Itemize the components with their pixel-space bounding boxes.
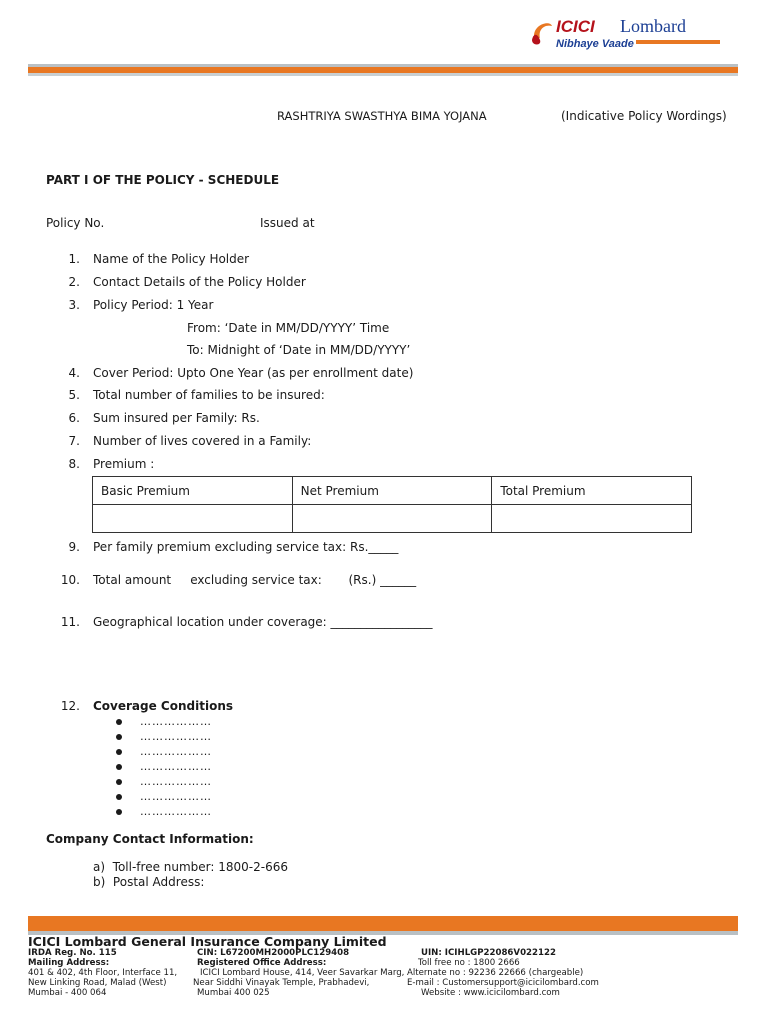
footer-uin: UIN: ICIHLGP22086V022122 xyxy=(421,948,556,958)
table-cell xyxy=(292,505,492,533)
table-cell xyxy=(492,505,692,533)
item-number: 12. xyxy=(60,699,80,713)
footer-mailing-line: New Linking Road, Malad (West) xyxy=(28,978,167,988)
bullet-icon xyxy=(116,719,122,725)
footer-website: Website : www.icicilombard.com xyxy=(421,988,560,998)
item-number: 6. xyxy=(68,411,80,425)
item-total-families: Total number of families to be insured: xyxy=(93,388,325,402)
item-number: 2. xyxy=(68,275,80,289)
coverage-condition-placeholder: ……………… xyxy=(140,715,212,728)
table-row xyxy=(93,477,692,505)
footer-alternate-no: Alternate no : 92236 22666 (chargeable) xyxy=(407,968,584,978)
coverage-condition-placeholder: ……………… xyxy=(140,775,212,788)
footer-registered-line: ICICI Lombard House, 414, Veer Savarkar Marg, xyxy=(200,968,405,978)
period-to: To: Midnight of ‘Date in MM/DD/YYYY’ xyxy=(187,343,411,357)
header-band xyxy=(28,64,738,76)
footer-mailing-line: Mumbai - 400 064 xyxy=(28,988,107,998)
part-heading: PART I OF THE POLICY - SCHEDULE xyxy=(46,173,280,187)
item-geographical-location: Geographical location under coverage: _________________ xyxy=(93,615,433,629)
item-lives-covered: Number of lives covered in a Family: xyxy=(93,434,312,448)
table-header-cell: Basic Premium xyxy=(93,477,293,505)
policy-no-label: Policy No. xyxy=(46,216,105,230)
footer-irda-reg: IRDA Reg. No. 115 xyxy=(28,948,117,958)
footer-email: E-mail : Customersupport@icicilombard.com xyxy=(407,978,599,988)
coverage-condition-placeholder: ……………… xyxy=(140,790,212,803)
item-number: 11. xyxy=(60,615,80,629)
table-header-cell: Total Premium xyxy=(492,477,692,505)
contact-toll-free: a) Toll-free number: 1800-2-666 xyxy=(93,860,288,874)
item-contact-details: Contact Details of the Policy Holder xyxy=(93,275,306,289)
footer-registered-line: Mumbai 400 025 xyxy=(197,988,270,998)
document-subtitle: (Indicative Policy Wordings) xyxy=(561,109,727,123)
footer-mailing-line: 401 & 402, 4th Floor, Interface 11, xyxy=(28,968,178,978)
item-number: 4. xyxy=(68,366,80,380)
premium-table xyxy=(92,476,692,533)
item-number: 3. xyxy=(68,298,80,312)
item-number: 1. xyxy=(68,252,80,266)
bullet-icon xyxy=(116,779,122,785)
coverage-condition-placeholder: ……………… xyxy=(140,745,212,758)
item-policy-holder-name: Name of the Policy Holder xyxy=(93,252,250,266)
footer-mailing-label: Mailing Address: xyxy=(28,958,110,968)
footer-toll-free: Toll free no : 1800 2666 xyxy=(418,958,520,968)
table-cell xyxy=(93,505,293,533)
coverage-condition-placeholder: ……………… xyxy=(140,760,212,773)
item-per-family-premium: Per family premium excluding service tax: Rs._____ xyxy=(93,540,399,554)
svg-text:Lombard: Lombard xyxy=(620,16,686,36)
coverage-condition-placeholder: ……………… xyxy=(140,805,212,818)
footer-company-name: ICICI Lombard General Insurance Company Limited xyxy=(28,934,387,949)
item-number: 7. xyxy=(68,434,80,448)
document-title: RASHTRIYA SWASTHYA BIMA YOJANA xyxy=(277,109,487,123)
footer-registered-label: Registered Office Address: xyxy=(197,958,327,968)
item-premium: Premium : xyxy=(93,457,155,471)
item-number: 9. xyxy=(68,540,80,554)
item-policy-period: Policy Period: 1 Year xyxy=(93,298,214,312)
item-number: 8. xyxy=(68,457,80,471)
icici-lombard-logo xyxy=(528,16,728,52)
table-row xyxy=(93,505,692,533)
footer-registered-line: Near Siddhi Vinayak Temple, Prabhadevi, xyxy=(193,978,370,988)
item-total-amount: Total amount excluding service tax: (Rs.) ______ xyxy=(93,573,417,587)
item-cover-period: Cover Period: Upto One Year (as per enrollment date) xyxy=(93,366,414,380)
bullet-icon xyxy=(116,809,122,815)
table-header-cell: Net Premium xyxy=(292,477,492,505)
item-coverage-conditions: Coverage Conditions xyxy=(93,699,234,713)
item-sum-insured: Sum insured per Family: Rs. xyxy=(93,411,260,425)
bullet-icon xyxy=(116,794,122,800)
svg-text:ICICI: ICICI xyxy=(556,17,595,36)
bullet-icon xyxy=(116,749,122,755)
contact-postal-address: b) Postal Address: xyxy=(93,875,205,889)
bullet-icon xyxy=(116,764,122,770)
footer-cin: CIN: L67200MH2000PLC129408 xyxy=(197,948,350,958)
coverage-condition-placeholder: ……………… xyxy=(140,730,212,743)
svg-text:Nibhaye Vaade: Nibhaye Vaade xyxy=(556,38,634,50)
issued-at-label: Issued at xyxy=(260,216,315,230)
item-number: 5. xyxy=(68,388,80,402)
bullet-icon xyxy=(116,734,122,740)
contact-heading: Company Contact Information: xyxy=(46,832,254,846)
footer-band xyxy=(28,916,738,935)
item-number: 10. xyxy=(60,573,80,587)
period-from: From: ‘Date in MM/DD/YYYY’ Time xyxy=(187,321,390,335)
